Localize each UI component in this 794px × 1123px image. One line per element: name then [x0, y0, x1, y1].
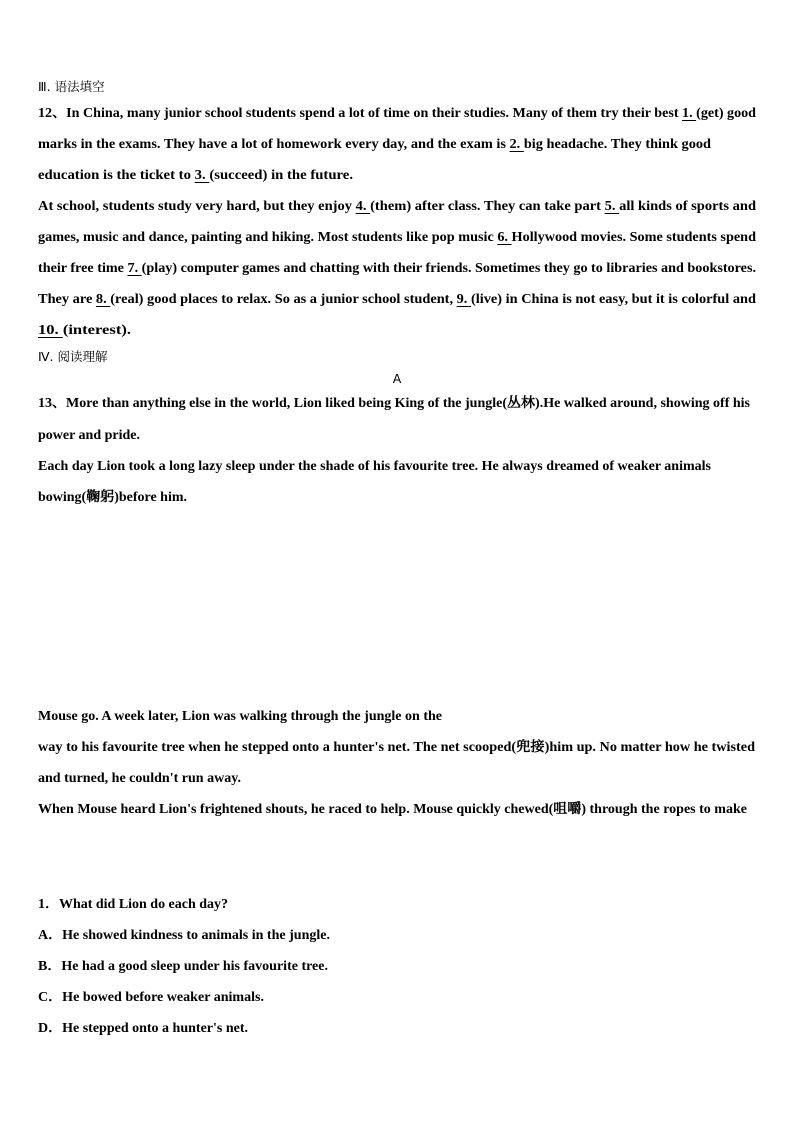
blank-4[interactable]: 4. — [355, 198, 371, 213]
option-c[interactable]: C．He bowed before weaker animals. — [38, 989, 264, 1004]
passage-letter: A — [392, 371, 402, 386]
blank-2[interactable]: 2. — [509, 136, 524, 151]
option-b[interactable]: B．He had a good sleep under his favourite tree. — [38, 958, 328, 973]
passage-line-3: Each day Lion took a long lazy sleep under the shade of his favourite tree. He always dreamed of weaker animals — [38, 458, 711, 473]
blank-1[interactable]: 1. — [682, 105, 697, 120]
passage-line-5: Mouse go. A week later, Lion was walking through the jungle on the — [38, 708, 442, 723]
cloze-line-4: At school, students study very hard, but they enjoy 4. (them) after class. They can take part 5. all kinds of sports and — [38, 198, 756, 213]
cloze-line-2: marks in the exams. They have a lot of homework every day, and the exam is 2. big headache. They think good — [38, 136, 711, 151]
passage-line-6: way to his favourite tree when he stepped onto a hunter's net. The net scooped(兜接)him up. No matter how he twisted — [38, 739, 755, 754]
cloze-line-1: 12、In China, many junior school students spend a lot of time on their studies. Many of them try their best 1. (get) good — [38, 105, 756, 120]
blank-5[interactable]: 5. — [604, 198, 620, 213]
blank-6[interactable]: 6. — [497, 229, 512, 244]
option-d[interactable]: D．He stepped onto a hunter's net. — [38, 1020, 248, 1035]
blank-7[interactable]: 7. — [127, 260, 142, 275]
passage-line-2: power and pride. — [38, 427, 140, 442]
section-4-title: Ⅳ. 阅读理解 — [38, 349, 108, 364]
cloze-line-5: games, music and dance, painting and hiking. Most students like pop music 6. Hollywood movies. Some students spend — [38, 229, 756, 244]
blank-10[interactable]: 10. — [38, 322, 63, 337]
cloze-line-7: They are 8. (real) good places to relax. So as a junior school student, 9. (live) in China is not easy, but it is colorful and — [38, 291, 756, 306]
passage-line-4: bowing(鞠躬)before him. — [38, 489, 188, 504]
blank-8[interactable]: 8. — [95, 291, 111, 306]
section-3-title: Ⅲ. 语法填空 — [38, 79, 105, 94]
option-a[interactable]: A．He showed kindness to animals in the jungle. — [38, 927, 330, 942]
question-stem: 1．What did Lion do each day? — [38, 896, 228, 911]
blank-3[interactable]: 3. — [194, 167, 210, 182]
passage-line-8: When Mouse heard Lion's frightened shouts, he raced to help. Mouse quickly chewed(咀嚼) through the ropes to make — [38, 801, 747, 816]
cloze-line-6: their free time 7. (play) computer games and chatting with their friends. Sometimes they go to libraries and bookstores. — [38, 260, 756, 275]
cloze-line-8: 10. (interest). — [38, 322, 131, 337]
passage-line-1: 13、More than anything else in the world, Lion liked being King of the jungle(丛林).He walked around, showing off his — [38, 395, 750, 410]
blank-9[interactable]: 9. — [456, 291, 471, 306]
cloze-line-3: education is the ticket to 3. (succeed) in the future. — [38, 167, 354, 182]
passage-line-7: and turned, he couldn't run away. — [38, 770, 241, 785]
